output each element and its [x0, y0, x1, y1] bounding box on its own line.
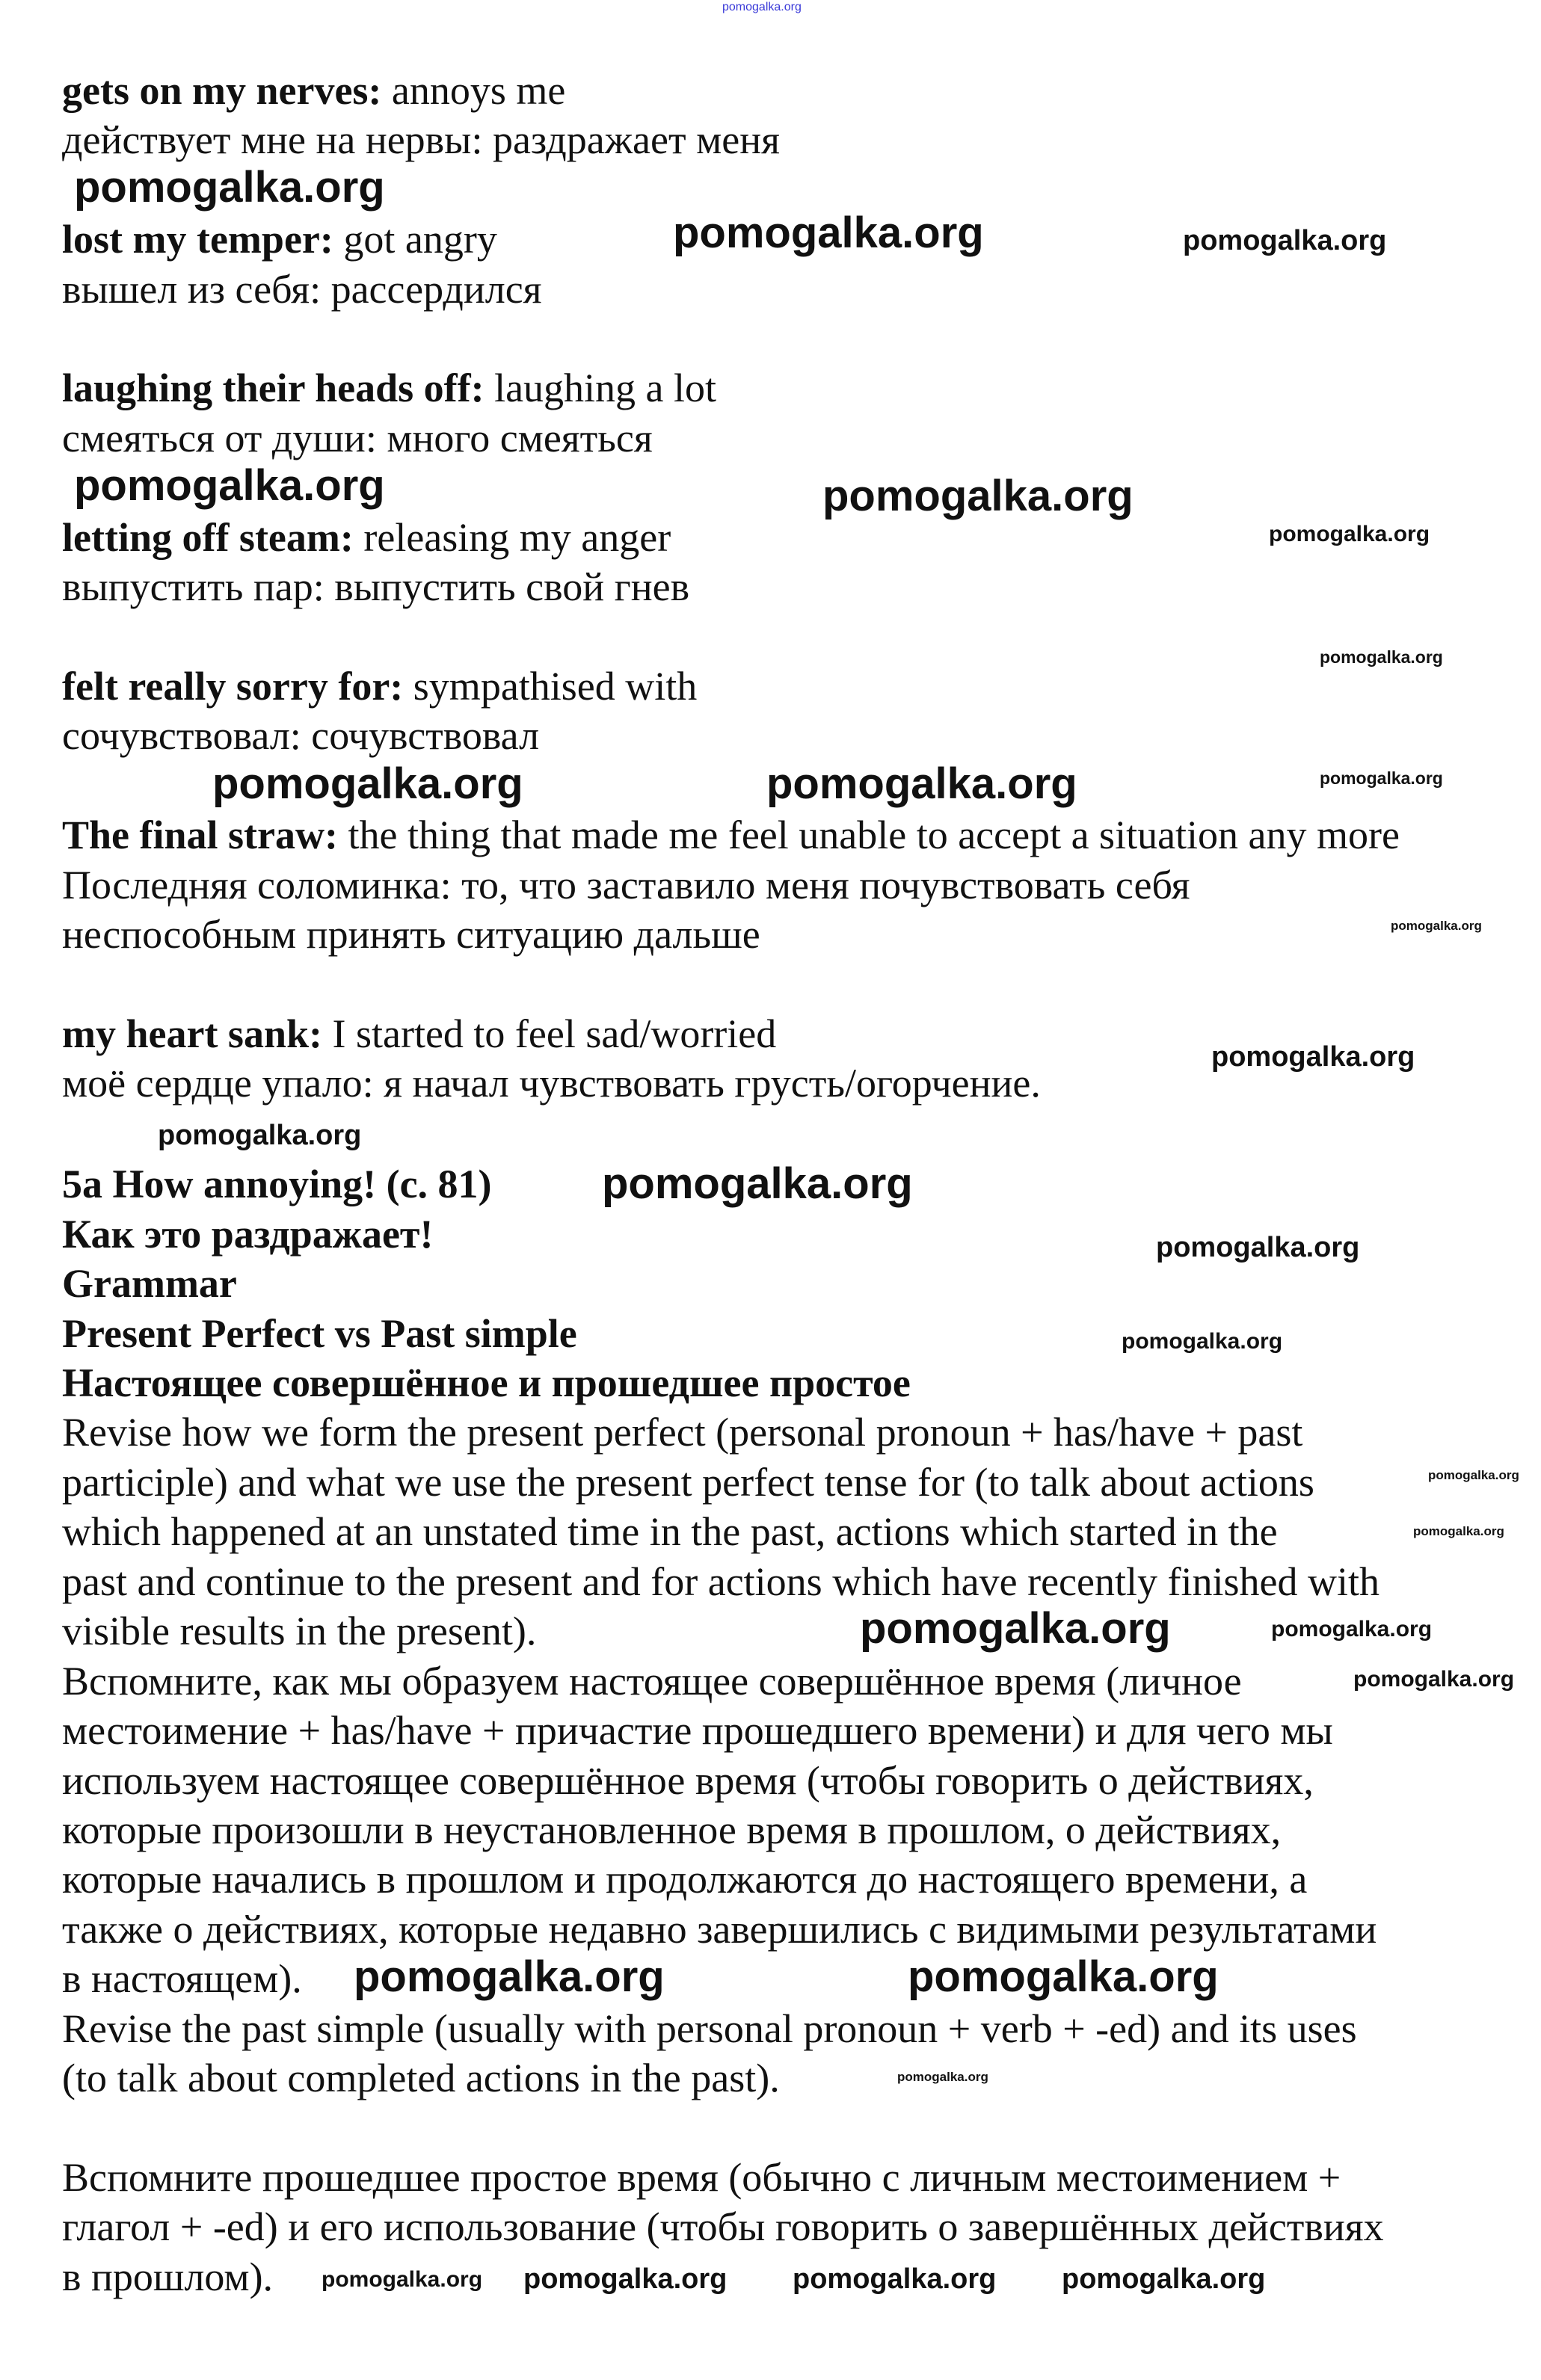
paragraph-line: местоимение + has/have + причастие прошедшего времени) и для чего мы — [62, 1708, 1333, 1753]
watermark: pomogalka.org — [1353, 1667, 1515, 1692]
vocab-definition: I started to feel sad/worried — [322, 1011, 777, 1056]
watermark: pomogalka.org — [793, 2263, 997, 2295]
section-subtitle: Grammar — [62, 1261, 237, 1306]
watermark: pomogalka.org — [822, 472, 1134, 520]
vocab-translation: моё сердце упало: я начал чувствовать грусть/огорчение. — [62, 1061, 1041, 1106]
grammar-topic: Present Perfect vs Past simple — [62, 1311, 577, 1356]
vocab-entry — [62, 815, 1400, 855]
paragraph-line: Revise how we form the present perfect (personal pronoun + has/have + past — [62, 1410, 1303, 1455]
watermark: pomogalka.org — [1211, 1041, 1415, 1073]
watermark: pomogalka.org — [322, 2267, 483, 2292]
paragraph-line: past and continue to the present and for actions which have recently finished with — [62, 1559, 1379, 1604]
watermark: pomogalka.org — [1156, 1232, 1360, 1263]
watermark: pomogalka.org — [1320, 768, 1443, 788]
watermark: pomogalka.org — [1122, 1329, 1283, 1354]
vocab-translation: неспособным принять ситуацию дальше — [62, 912, 760, 957]
vocab-definition: the thing that made me feel unable to accept a situation any more — [337, 813, 1400, 857]
watermark: pomogalka.org — [74, 163, 385, 212]
paragraph-line: Вспомните, как мы образуем настоящее совершённое время (личное — [62, 1659, 1242, 1704]
watermark: pomogalka.org — [1269, 522, 1430, 546]
vocab-translation: вышел из себя: рассердился — [62, 267, 542, 312]
vocab-definition: annoys me — [381, 68, 566, 113]
vocab-translation: сочувствовал: сочувствовал — [62, 713, 540, 758]
vocab-entry — [62, 517, 671, 558]
vocab-entry — [62, 70, 565, 111]
grammar-topic-ru: Настоящее совершённое и прошедшее простое — [62, 1360, 911, 1405]
paragraph-line: participle) and what we use the present perfect tense for (to talk about actions — [62, 1460, 1314, 1505]
vocab-entry — [62, 1011, 777, 1056]
vocab-translation: Последняя соломинка: то, что заставило меня почувствовать себя — [62, 863, 1190, 907]
paragraph-line: в прошлом). — [62, 2254, 274, 2299]
paragraph-line: Revise the past simple (usually with personal pronoun + verb + -ed) and its uses — [62, 2006, 1357, 2051]
paragraph-line: which happened at an unstated time in the past, actions which started in the — [62, 1509, 1278, 1554]
vocab-term: lost my temper: — [62, 217, 333, 262]
vocab-term: letting off steam: — [62, 515, 354, 560]
vocab-entry — [62, 368, 716, 408]
watermark: pomogalka.org — [766, 759, 1077, 808]
watermark: pomogalka.org — [1391, 919, 1482, 933]
vocab-definition: sympathised with — [403, 664, 698, 709]
vocab-entry — [62, 217, 497, 262]
watermark: pomogalka.org — [908, 1952, 1219, 2001]
paragraph-line: в настоящем). — [62, 1956, 302, 2001]
watermark: pomogalka.org — [673, 209, 984, 257]
watermark: pomogalka.org — [1271, 1617, 1433, 1641]
vocab-term: my heart sank: — [62, 1011, 322, 1056]
vocab-term: laughing their heads off: — [62, 366, 485, 410]
watermark: pomogalka.org — [1183, 225, 1387, 256]
watermark: pomogalka.org — [212, 759, 523, 808]
watermark: pomogalka.org — [158, 1120, 362, 1151]
paragraph-line: Вспомните прошедшее простое время (обычно с личным местоимением + — [62, 2155, 1341, 2200]
vocab-definition: got angry — [333, 217, 497, 262]
vocab-translation: действует мне на нервы: раздражает меня — [62, 117, 780, 162]
vocab-definition: laughing a lot — [484, 366, 717, 410]
watermark: pomogalka.org — [74, 461, 385, 510]
vocab-term: The final straw: — [62, 813, 338, 857]
paragraph-line: (to talk about completed actions in the past). — [62, 2056, 780, 2100]
section-title-ru: Как это раздражает! — [62, 1212, 434, 1257]
section-title: 5a How annoying! (c. 81) — [62, 1162, 492, 1206]
vocab-definition: releasing my anger — [353, 515, 671, 560]
watermark-link[interactable]: pomogalka.org — [722, 1, 802, 13]
paragraph-line: visible results in the present). — [62, 1609, 537, 1653]
watermark: pomogalka.org — [1062, 2263, 1266, 2295]
watermark: pomogalka.org — [1413, 1524, 1504, 1538]
vocab-term: gets on my nerves: — [62, 68, 382, 113]
watermark: pomogalka.org — [602, 1159, 913, 1208]
paragraph-line: используем настоящее совершённое время (чтобы говорить о действиях, — [62, 1758, 1314, 1803]
watermark: pomogalka.org — [354, 1952, 665, 2001]
watermark: pomogalka.org — [1320, 647, 1443, 667]
vocab-translation: выпустить пар: выпустить свой гнев — [62, 564, 690, 609]
paragraph-line: которые произошли в неустановленное время в прошлом, о действиях, — [62, 1807, 1282, 1852]
vocab-entry — [62, 664, 698, 709]
watermark: pomogalka.org — [897, 2070, 988, 2084]
vocab-translation: смеяться от души: много смеяться — [62, 416, 653, 460]
watermark: pomogalka.org — [523, 2263, 728, 2295]
paragraph-line: глагол + -ed) и его использование (чтобы говорить о завершённых действиях — [62, 2204, 1384, 2249]
watermark: pomogalka.org — [1428, 1468, 1519, 1482]
paragraph-line: которые начались в прошлом и продолжаются до настоящего времени, а — [62, 1857, 1308, 1902]
paragraph-line: также о действиях, которые недавно завершились с видимыми результатами — [62, 1907, 1377, 1952]
watermark: pomogalka.org — [860, 1604, 1171, 1653]
vocab-term: felt really sorry for: — [62, 664, 404, 709]
